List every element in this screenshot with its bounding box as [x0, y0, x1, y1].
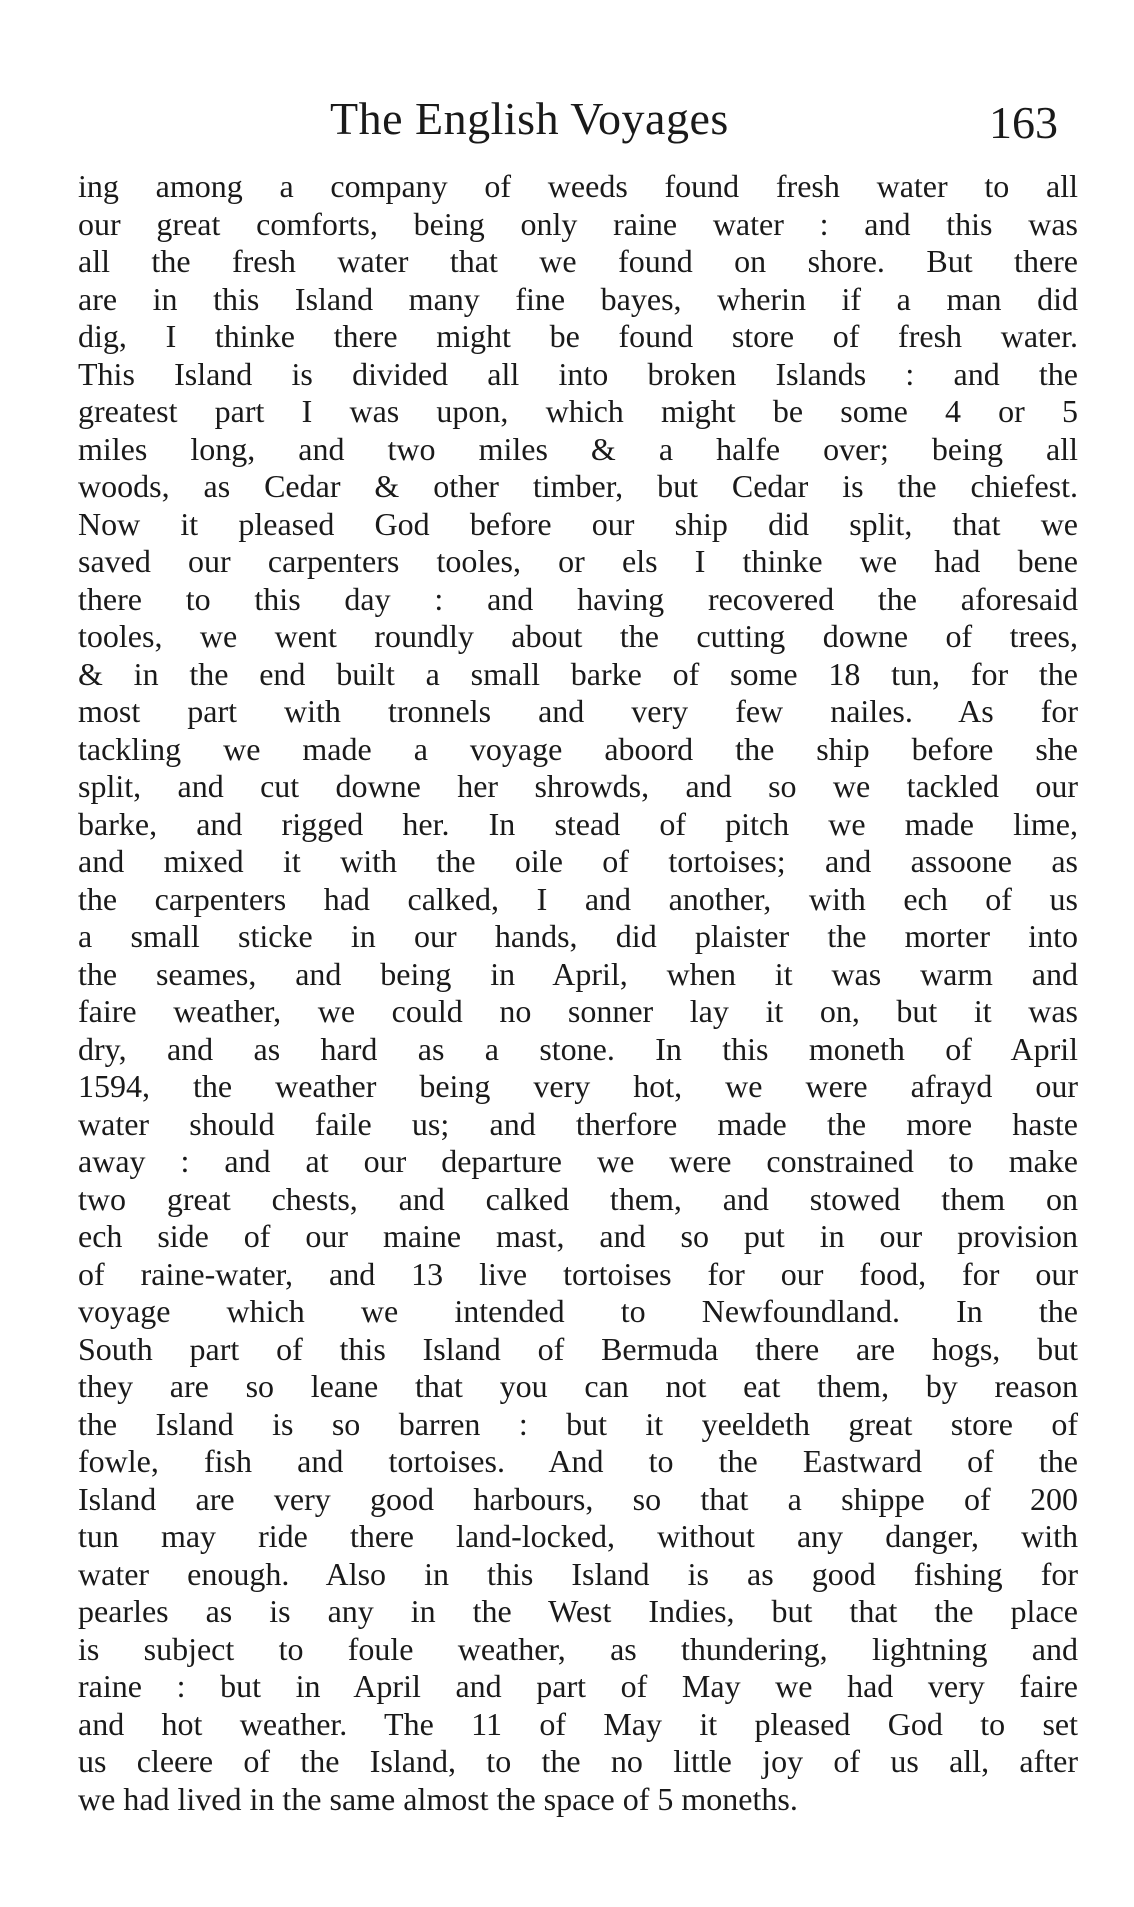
text-line: water enough. Also in this Island is as good fishing for [78, 1555, 1078, 1592]
text-line: all the fresh water that we found on shore. But there [78, 243, 1078, 279]
body-text [78, 168, 1078, 1818]
text-line: fowle, fish and tortoises. And to the Eastward of the [78, 1443, 1078, 1479]
text-line: woods, as Cedar & other timber, but Cedar is the chiefest. [78, 468, 1078, 504]
text-line: miles long, and two miles & a halfe over; being all [78, 430, 1078, 467]
text-line: ing among a company of weeds found fresh water to all [78, 168, 1078, 204]
running-title: The English Voyages [330, 93, 729, 144]
text-line: dry, and as hard as a stone. In this moneth of April [78, 1030, 1078, 1067]
text-line: they are so leane that you can not eat them, by reason [78, 1368, 1078, 1404]
text-line: ech side of our maine mast, and so put in our provision [78, 1218, 1078, 1254]
text-line: the seames, and being in April, when it was warm and [78, 955, 1078, 992]
page-number: 163 [989, 97, 1058, 148]
text-line: This Island is divided all into broken Islands : and the [78, 355, 1078, 392]
text-line: & in the end built a small barke of some 18 tun, for the [78, 655, 1078, 692]
text-line: tun may ride there land-locked, without any danger, with [78, 1518, 1078, 1554]
text-line: dig, I thinke there might be found store of fresh water. [78, 318, 1078, 354]
text-line: split, and cut downe her shrowds, and so we tackled our [78, 768, 1078, 804]
text-line: voyage which we intended to Newfoundland. In the [78, 1293, 1078, 1329]
text-line: tooles, we went roundly about the cutting downe of trees, [78, 618, 1078, 654]
text-line: raine : but in April and part of May we had very faire [78, 1668, 1078, 1704]
text-line: the Island is so barren : but it yeeldeth great store of [78, 1405, 1078, 1442]
text-line: Island are very good harbours, so that a shippe of 200 [78, 1480, 1078, 1517]
text-line: faire weather, we could no sonner lay it on, but it was [78, 993, 1078, 1029]
text-line: pearles as is any in the West Indies, but that the place [78, 1593, 1078, 1629]
text-line: and hot weather. The 11 of May it pleased God to set [78, 1705, 1078, 1742]
text-line: two great chests, and calked them, and stowed them on [78, 1180, 1078, 1217]
text-line: of raine-water, and 13 live tortoises for our food, for our [78, 1255, 1078, 1292]
text-line: there to this day : and having recovered the aforesaid [78, 580, 1078, 617]
text-line: most part with tronnels and very few nailes. As for [78, 693, 1078, 729]
text-line: is subject to foule weather, as thundering, lightning and [78, 1630, 1078, 1667]
text-line: saved our carpenters tooles, or els I thinke we had bene [78, 543, 1078, 579]
text-line: greatest part I was upon, which might be some 4 or 5 [78, 393, 1078, 429]
text-line: us cleere of the Island, to the no little joy of us all, after [78, 1743, 1078, 1779]
text-line: a small sticke in our hands, did plaister the morter into [78, 918, 1078, 954]
text-line: 1594, the weather being very hot, we were afrayd our [78, 1068, 1078, 1104]
text-line: Now it pleased God before our ship did split, that we [78, 505, 1078, 542]
text-line: away : and at our departure we were constrained to make [78, 1143, 1078, 1179]
running-head [60, 92, 1080, 162]
text-line: are in this Island many fine bayes, wherin if a man did [78, 280, 1078, 317]
text-line: our great comforts, being only raine water : and this was [78, 205, 1078, 242]
text-line: the carpenters had calked, I and another, with ech of us [78, 880, 1078, 917]
text-line: water should faile us; and therfore made the more haste [78, 1105, 1078, 1142]
text-line: South part of this Island of Bermuda there are hogs, but [78, 1330, 1078, 1367]
text-line: and mixed it with the oile of tortoises; and assoone as [78, 843, 1078, 879]
text-line: tackling we made a voyage aboord the ship before she [78, 730, 1078, 767]
text-line: barke, and rigged her. In stead of pitch we made lime, [78, 805, 1078, 842]
text-line: we had lived in the same almost the space of 5 moneths. [78, 1780, 798, 1817]
